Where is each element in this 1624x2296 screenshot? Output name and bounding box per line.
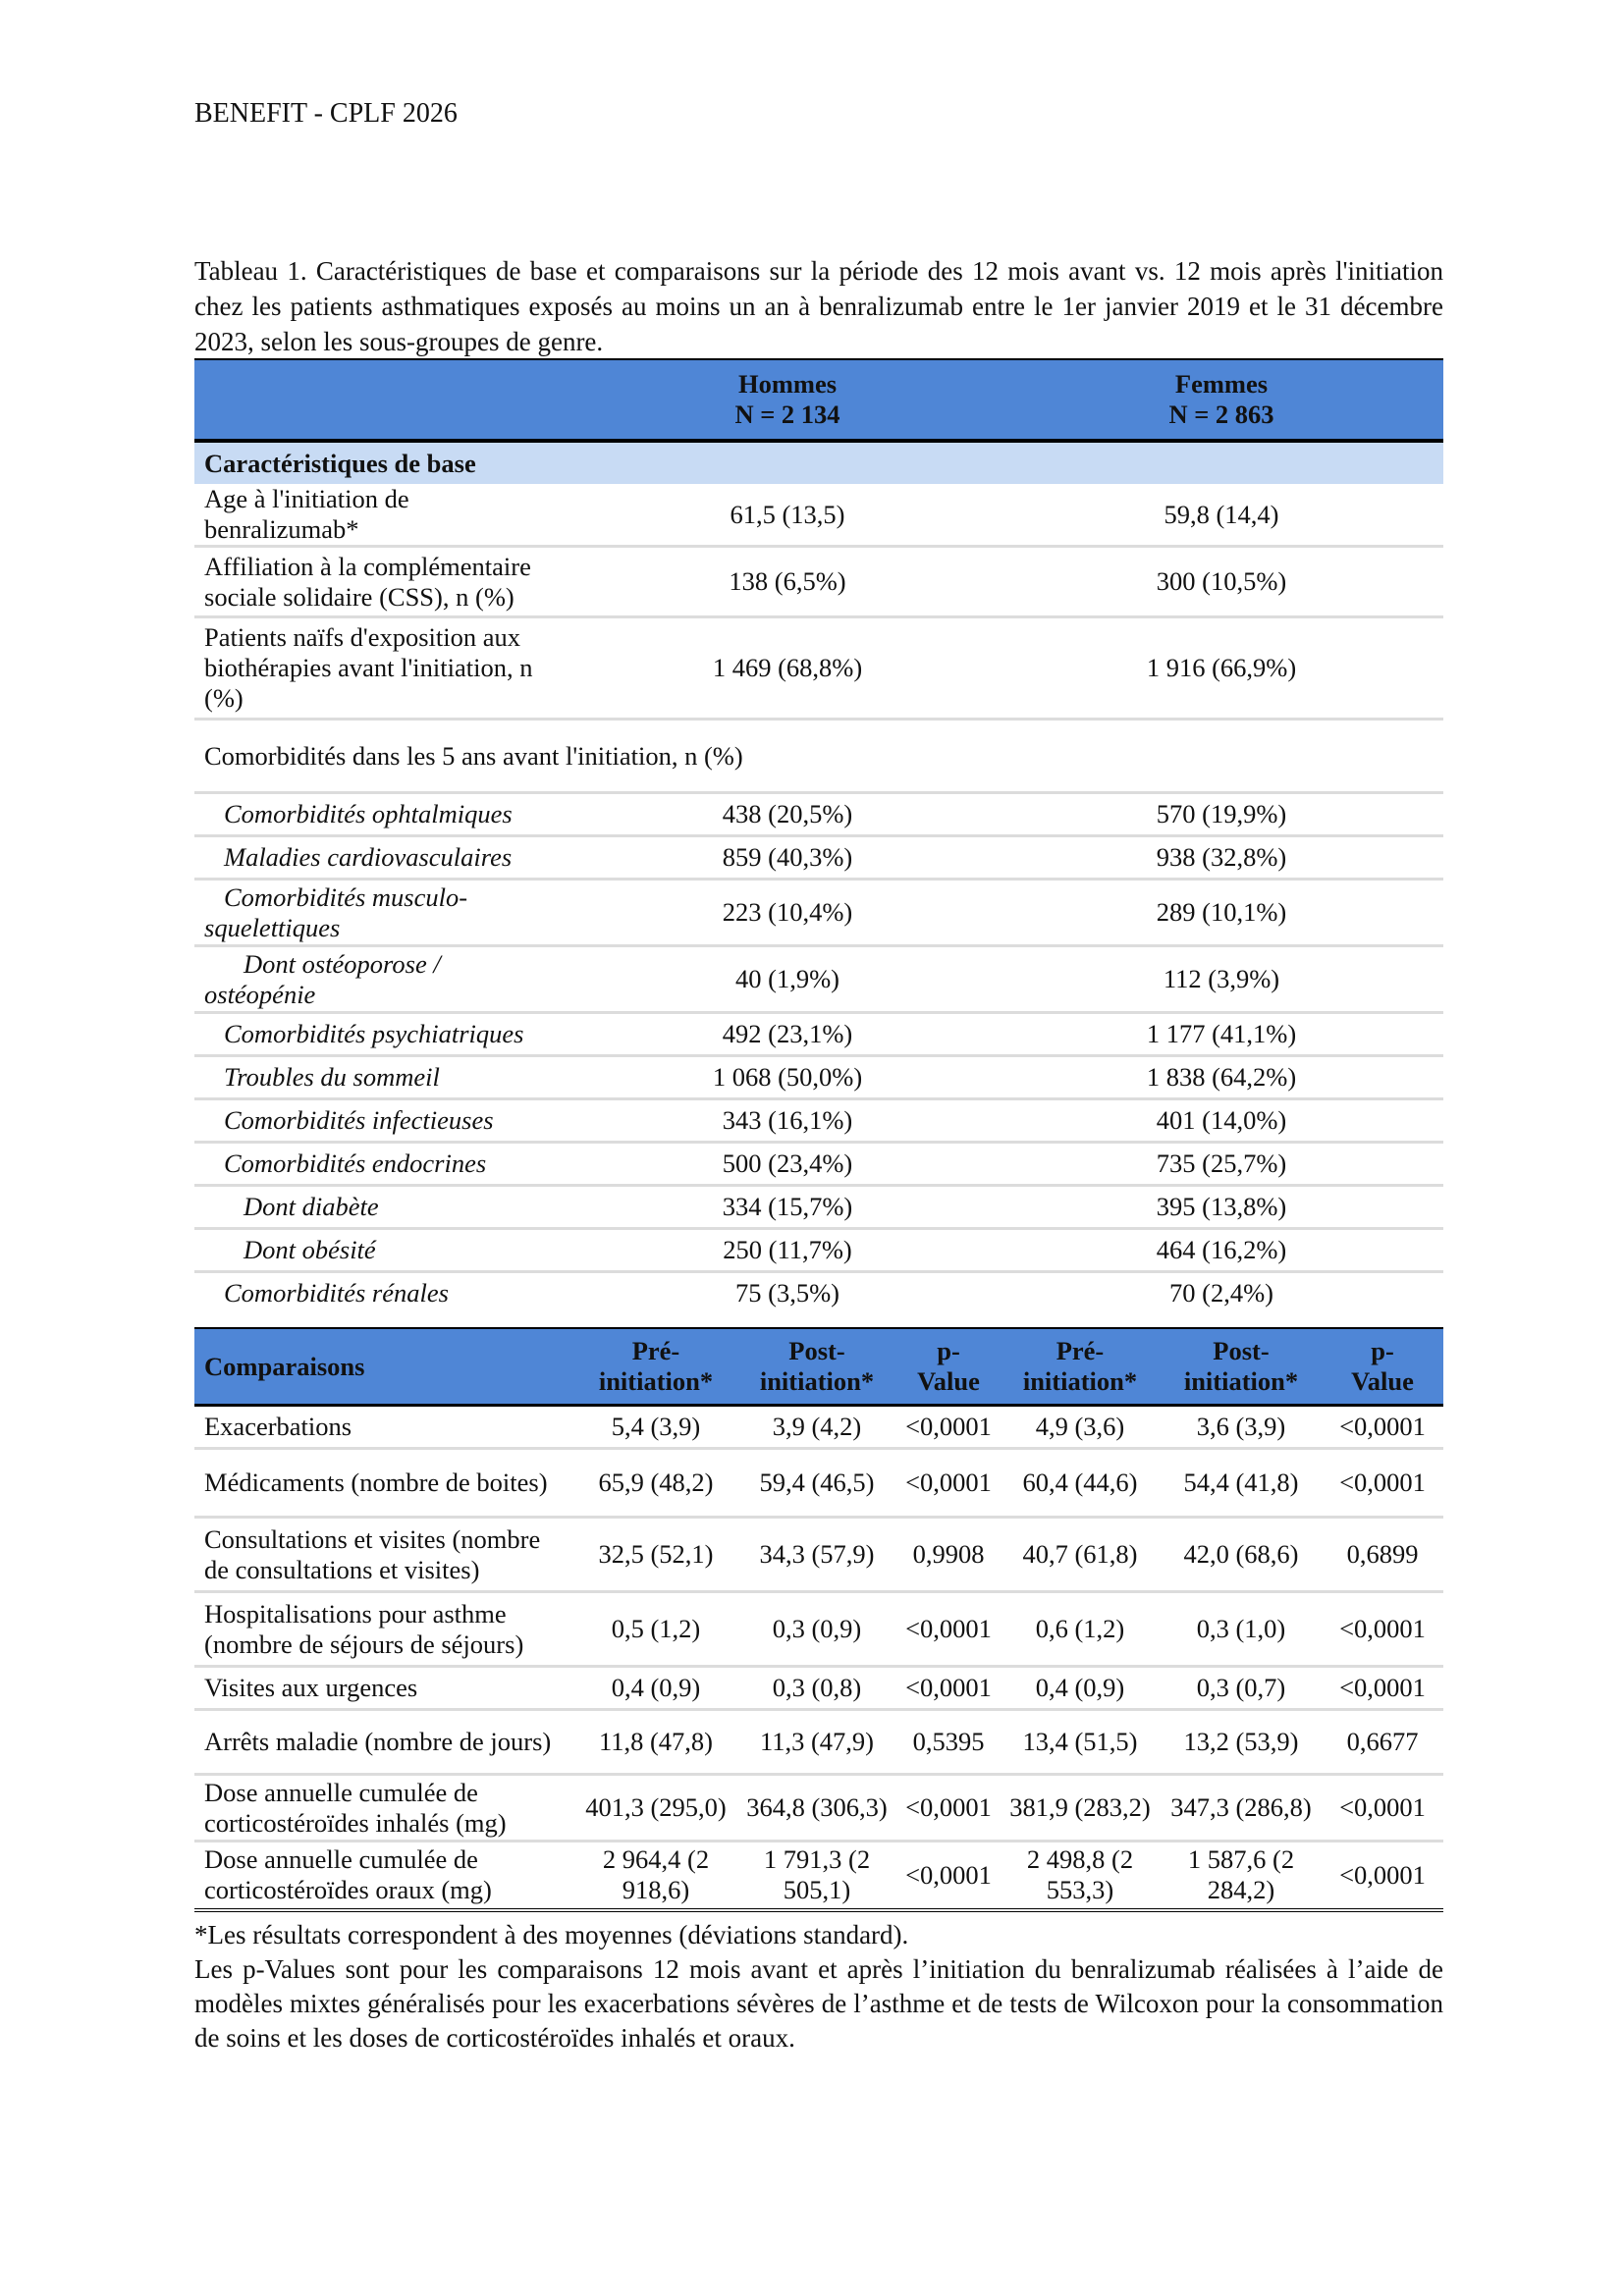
row-label: Médicaments (nombre de boites) (194, 1449, 575, 1518)
table-row (194, 617, 1443, 720)
men-post-value: 364,8 (306,3) (736, 1775, 897, 1842)
men-value: 40 (1,9%) (575, 946, 1000, 1013)
row-label: Visites aux urgences (194, 1667, 575, 1710)
comparisons-title: Comparaisons (194, 1328, 575, 1406)
women-value: 464 (16,2%) (1000, 1229, 1443, 1272)
section-title: Caractéristiques de base (194, 441, 1443, 484)
men-pre-value: 0,5 (1,2) (575, 1592, 736, 1667)
row-label: Arrêts maladie (nombre de jours) (194, 1710, 575, 1775)
men-pvalue: <0,0001 (905, 1859, 992, 1890)
row-label: Comorbidités rénales (224, 1277, 449, 1308)
women-post-value: 1 587,6 (2 284,2) (1187, 1844, 1295, 1905)
men-post-value: 0,3 (0,9) (736, 1592, 897, 1667)
footnotes (194, 1918, 1443, 2056)
page-header: BENEFIT - CPLF 2026 (194, 98, 458, 129)
header-men (575, 359, 1000, 441)
table-row (194, 836, 1443, 880)
row-label: Dose annuelle cumulée de corticostéroïdes inhalés (mg) (194, 1775, 575, 1842)
men-value: 1 068 (50,0%) (575, 1056, 1000, 1099)
women-pvalue: <0,0001 (1322, 1667, 1443, 1710)
men-value: 500 (23,4%) (575, 1143, 1000, 1186)
women-value: 938 (32,8%) (1000, 836, 1443, 880)
header-men-count: N = 2 134 (734, 400, 840, 429)
men-value: 334 (15,7%) (575, 1186, 1000, 1229)
women-pvalue-header (1322, 1328, 1443, 1406)
men-value: 223 (10,4%) (575, 880, 1000, 946)
row-label: Comorbidités endocrines (194, 1143, 575, 1186)
row-label: Troubles du sommeil (194, 1056, 575, 1099)
men-value: 438 (20,5%) (575, 793, 1000, 836)
section-row (194, 441, 1443, 484)
table-row (194, 1775, 1443, 1842)
table-row (194, 1592, 1443, 1667)
women-post-value: 0,3 (1,0) (1161, 1592, 1322, 1667)
women-post-value: 54,4 (41,8) (1161, 1449, 1322, 1518)
women-pre-value: 60,4 (44,6) (1000, 1449, 1161, 1518)
men-pre-value: 32,5 (52,1) (575, 1518, 736, 1592)
row-label: Affiliation à la complémentaire sociale solidaire (CSS), n (%) (194, 547, 575, 617)
comorbidity-title-row (194, 720, 1443, 793)
row-label: Dose annuelle cumulée de corticostéroïdes oraux (mg) (204, 1844, 492, 1905)
men-pre-value: 5,4 (3,9) (575, 1406, 736, 1449)
table-row (194, 547, 1443, 617)
table-row (194, 1667, 1443, 1710)
row-label: Patients naïfs d'exposition aux biothérapies avant l'initiation, n (%) (194, 617, 575, 720)
row-label: Comorbidités psychiatriques (194, 1013, 575, 1056)
men-post-value: 11,3 (47,9) (736, 1710, 897, 1775)
header-line2: initiation* (1183, 1366, 1299, 1396)
women-pvalue: <0,0001 (1322, 1406, 1443, 1449)
women-pvalue: <0,0001 (1339, 1859, 1426, 1890)
men-value: 138 (6,5%) (575, 547, 1000, 617)
header-line1: p- (937, 1336, 960, 1365)
table-caption: Tableau 1. Caractéristiques de base et comparaisons sur la période des 12 mois avant vs. 12 mois après l'initiation chez les patients asthmatiques exposés au moins un an à benralizumab entre le 1er janvier 2019 et le 31 décembre 2023, selon les sous-groupes de genre. (194, 256, 1443, 356)
header-women-label: Femmes (1174, 369, 1269, 399)
row-label: Dont obésité (194, 1229, 575, 1272)
women-post-header (1161, 1328, 1322, 1406)
men-post-header (736, 1328, 897, 1406)
men-value: 75 (3,5%) (735, 1277, 839, 1308)
women-value: 401 (14,0%) (1000, 1099, 1443, 1143)
women-pvalue: <0,0001 (1322, 1449, 1443, 1518)
women-post-value: 347,3 (286,8) (1161, 1775, 1322, 1842)
table-row (194, 1229, 1443, 1272)
header-women (1000, 359, 1443, 441)
men-pre-value: 401,3 (295,0) (575, 1775, 736, 1842)
row-label: Dont diabète (194, 1186, 575, 1229)
baseline-table (194, 358, 1443, 1313)
women-value: 59,8 (14,4) (1000, 484, 1443, 547)
footnote-mean: *Les résultats correspondent à des moyennes (déviations standard). (194, 1920, 909, 1949)
header-line1: Pré- (1056, 1336, 1105, 1365)
men-value: 859 (40,3%) (575, 836, 1000, 880)
women-pre-header (1000, 1328, 1161, 1406)
men-value: 250 (11,7%) (575, 1229, 1000, 1272)
header-line2: Value (917, 1366, 980, 1396)
header-line1: Post- (788, 1336, 845, 1365)
men-pre-value: 65,9 (48,2) (575, 1449, 736, 1518)
header-line1: Pré- (631, 1336, 680, 1365)
comparisons-header (194, 1328, 1443, 1406)
women-value: 70 (2,4%) (1169, 1277, 1273, 1308)
men-pre-value: 11,8 (47,8) (575, 1710, 736, 1775)
table-row (194, 1056, 1443, 1099)
header-line1: p- (1371, 1336, 1394, 1365)
table-row (194, 1518, 1443, 1592)
women-value: 395 (13,8%) (1000, 1186, 1443, 1229)
header-line2: Value (1351, 1366, 1414, 1396)
women-pre-value: 381,9 (283,2) (1000, 1775, 1161, 1842)
women-value: 1 177 (41,1%) (1000, 1013, 1443, 1056)
footnote-pvalues: Les p-Values sont pour les comparaisons 12 mois avant et après l’initiation du benralizumab réalisées à l’aide de modèles mixtes généralisés pour les exacerbations sévères de l’asthme et de tests de Wilcoxon pour la consommation de soins et les doses de corticostéroïdes inhalés et oraux. (194, 1954, 1443, 2053)
table-row (194, 484, 1443, 547)
women-value: 570 (19,9%) (1000, 793, 1443, 836)
row-label-line2: squelettiques (204, 912, 341, 942)
men-pvalue: <0,0001 (897, 1406, 1000, 1449)
row-label-line2: ostéopénie (204, 979, 316, 1009)
women-post-value: 0,3 (0,7) (1161, 1667, 1322, 1710)
women-pre-value: 0,6 (1,2) (1000, 1592, 1161, 1667)
men-value: 61,5 (13,5) (575, 484, 1000, 547)
women-value: 735 (25,7%) (1000, 1143, 1443, 1186)
men-pre-header (575, 1328, 736, 1406)
men-post-value: 0,3 (0,8) (736, 1667, 897, 1710)
row-label: Comorbidités infectieuses (194, 1099, 575, 1143)
women-pre-value: 2 498,8 (2 553,3) (1026, 1844, 1134, 1905)
women-value: 112 (3,9%) (1000, 946, 1443, 1013)
women-post-value: 3,6 (3,9) (1161, 1406, 1322, 1449)
men-pre-value: 2 964,4 (2 918,6) (602, 1844, 710, 1905)
men-pvalue: <0,0001 (897, 1775, 1000, 1842)
comparisons-table (194, 1327, 1443, 1912)
row-label: Exacerbations (194, 1406, 575, 1449)
table-row (194, 1710, 1443, 1775)
women-value: 289 (10,1%) (1000, 880, 1443, 946)
table-row (194, 1272, 1443, 1313)
header-empty-cell (194, 359, 575, 441)
header-line2: initiation* (1022, 1366, 1138, 1396)
men-post-value: 1 791,3 (2 505,1) (763, 1844, 871, 1905)
men-post-value: 34,3 (57,9) (736, 1518, 897, 1592)
table-row (194, 1449, 1443, 1518)
header-line1: Post- (1213, 1336, 1270, 1365)
row-label: Maladies cardiovasculaires (194, 836, 575, 880)
women-post-value: 13,2 (53,9) (1161, 1710, 1322, 1775)
row-label-line1: Comorbidités musculo- (224, 881, 468, 912)
table-row (194, 793, 1443, 836)
table-row (194, 1013, 1443, 1056)
women-value: 1 838 (64,2%) (1000, 1056, 1443, 1099)
men-value: 343 (16,1%) (575, 1099, 1000, 1143)
women-value: 300 (10,5%) (1000, 547, 1443, 617)
row-label (194, 946, 575, 1013)
baseline-table-header (194, 359, 1443, 441)
row-label (194, 880, 575, 946)
women-pre-value: 4,9 (3,6) (1000, 1406, 1161, 1449)
table-row (194, 1143, 1443, 1186)
men-pvalue: <0,0001 (897, 1592, 1000, 1667)
men-pvalue: 0,5395 (897, 1710, 1000, 1775)
women-pre-value: 40,7 (61,8) (1000, 1518, 1161, 1592)
men-post-value: 59,4 (46,5) (736, 1449, 897, 1518)
table-row (194, 1842, 1443, 1910)
comorbidity-title: Comorbidités dans les 5 ans avant l'initiation, n (%) (194, 720, 1443, 793)
women-pvalue: 0,6899 (1322, 1518, 1443, 1592)
row-label: Hospitalisations pour asthme (nombre de séjours de séjours) (194, 1592, 575, 1667)
women-post-value: 42,0 (68,6) (1161, 1518, 1322, 1592)
men-value: 1 469 (68,8%) (575, 617, 1000, 720)
women-pvalue: <0,0001 (1322, 1775, 1443, 1842)
women-pre-value: 13,4 (51,5) (1000, 1710, 1161, 1775)
men-post-value: 3,9 (4,2) (736, 1406, 897, 1449)
table-row (194, 1186, 1443, 1229)
header-women-count: N = 2 863 (1168, 400, 1274, 429)
men-pvalue: <0,0001 (897, 1667, 1000, 1710)
header-line2: initiation* (598, 1366, 714, 1396)
women-value: 1 916 (66,9%) (1000, 617, 1443, 720)
row-label: Consultations et visites (nombre de consultations et visites) (194, 1518, 575, 1592)
men-value: 492 (23,1%) (575, 1013, 1000, 1056)
women-pre-value: 0,4 (0,9) (1000, 1667, 1161, 1710)
row-label: Comorbidités ophtalmiques (194, 793, 575, 836)
header-line2: initiation* (759, 1366, 875, 1396)
row-label: Age à l'initiation de benralizumab* (194, 484, 575, 547)
women-pvalue: <0,0001 (1322, 1592, 1443, 1667)
men-pvalue: <0,0001 (897, 1449, 1000, 1518)
men-pvalue-header (897, 1328, 1000, 1406)
men-pre-value: 0,4 (0,9) (575, 1667, 736, 1710)
table-row (194, 880, 1443, 946)
men-pvalue: 0,9908 (897, 1518, 1000, 1592)
row-label-line1: Dont ostéoporose / (244, 948, 441, 979)
table-row (194, 946, 1443, 1013)
header-men-label: Hommes (737, 369, 838, 399)
table-row (194, 1406, 1443, 1449)
table-row (194, 1099, 1443, 1143)
women-pvalue: 0,6677 (1322, 1710, 1443, 1775)
